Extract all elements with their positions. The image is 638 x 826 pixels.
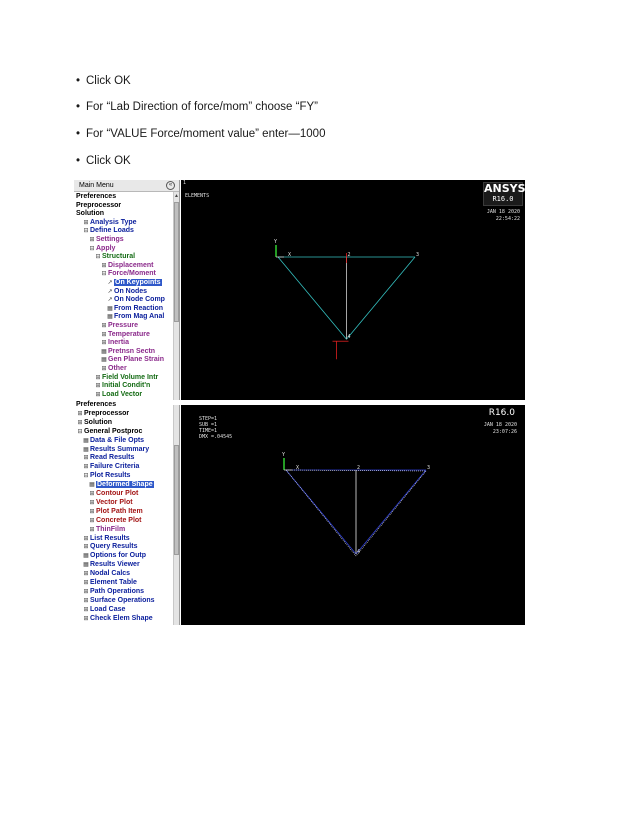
menu-item-define-loads[interactable] <box>82 227 134 236</box>
graphics-viewport[interactable] <box>181 405 525 625</box>
menu-item-failure-criteria[interactable] <box>82 463 139 472</box>
menu-tree <box>76 401 172 625</box>
tree-node-icon[interactable]: ⊞ <box>101 323 107 329</box>
menu-item-settings[interactable] <box>88 236 124 245</box>
menu-item-general-postproc[interactable] <box>76 428 142 437</box>
tree-node-icon[interactable]: ⊞ <box>89 491 95 497</box>
tree-node-icon[interactable]: ⊞ <box>89 526 95 533</box>
tree-node-icon[interactable]: ▦ <box>89 482 95 489</box>
tree-node-icon[interactable]: ⊞ <box>77 419 83 426</box>
instruction-item: • For “VALUE Force/moment value” enter—1000 <box>76 128 326 140</box>
menu-item-inertia[interactable] <box>100 339 129 348</box>
menu-item-label: Pretnsn Sectn <box>108 347 156 355</box>
menu-item-surface-operations[interactable] <box>82 597 155 606</box>
menu-item-apply[interactable] <box>88 245 115 254</box>
tree-node-icon[interactable]: ⊟ <box>77 428 83 435</box>
triad-y-label: Y <box>282 452 286 458</box>
menu-item-label: On Nodes <box>114 287 148 295</box>
tree-node-icon[interactable]: ⊞ <box>83 588 89 595</box>
menu-item-data-file-opts[interactable] <box>82 437 144 446</box>
triad-y-label: Y <box>274 239 278 245</box>
menu-item-label: Inertia <box>108 339 130 347</box>
instruction-item: • For “Lab Direction of force/mom” choose “FY” <box>76 101 318 113</box>
tree-node-icon[interactable]: ⊞ <box>95 383 101 390</box>
node-label-2: 2 <box>347 252 351 258</box>
menu-item-label: Analysis Type <box>90 218 137 226</box>
menu-item-label: Preferences <box>76 193 117 200</box>
deformed-truss-plot <box>181 405 525 625</box>
tree-node-icon[interactable]: ⊞ <box>101 262 107 269</box>
menu-item-label: ThinFilm <box>96 525 126 533</box>
logo-version: R16.0 <box>492 195 514 203</box>
deformed-member-left <box>286 470 356 556</box>
menu-item-plot-results[interactable] <box>82 472 130 481</box>
menu-item-options-for-outp[interactable] <box>82 552 146 561</box>
menu-item-concrete-plot[interactable] <box>88 517 142 526</box>
main-menu-panel <box>74 180 180 400</box>
menu-item-label: Solution <box>84 418 112 426</box>
menu-item-label: On Node Comp <box>114 296 165 304</box>
result-time: TIME=1 <box>199 428 218 434</box>
menu-item-label: Solution <box>76 210 104 218</box>
tree-node-icon[interactable]: ▦ <box>83 437 89 444</box>
menu-item-label: Apply <box>96 244 116 252</box>
scrollbar-thumb[interactable] <box>174 202 179 322</box>
menu-item-label: On Keypoints <box>115 279 161 286</box>
menu-item-label: Force/Moment <box>108 270 156 278</box>
tree-node-icon[interactable]: ▦ <box>101 348 107 355</box>
menu-item-thinfilm[interactable] <box>88 526 125 535</box>
tree-node-icon[interactable]: ⊞ <box>101 331 107 338</box>
plot-date: JAN 18 2020 <box>486 209 520 215</box>
menu-item-preferences[interactable] <box>76 193 116 202</box>
node-label-X: X <box>296 465 300 471</box>
menu-item-initial-condit-n[interactable] <box>94 382 150 391</box>
instruction-item: • Click OK <box>76 155 131 167</box>
instruction-text: Click OK <box>86 75 131 87</box>
menu-item-label: Nodal Calcs <box>90 570 131 578</box>
menu-item-label: Plot Path Item <box>96 507 143 515</box>
menu-item-field-volume-intr[interactable] <box>94 374 158 383</box>
menu-item-label: Deformed Shape <box>97 481 153 489</box>
menu-item-label: Load Vector <box>102 390 143 398</box>
tree-node-icon[interactable]: ▦ <box>83 446 89 453</box>
menu-item-on-nodes[interactable] <box>106 288 147 297</box>
menu-item-read-results[interactable] <box>82 454 134 463</box>
tree-node-icon[interactable]: ⊞ <box>83 597 89 604</box>
ansys-screenshot-loads <box>74 180 525 400</box>
node-label-4: 4 <box>347 334 351 341</box>
tree-node-icon[interactable]: ⊟ <box>83 473 89 480</box>
menu-item-pressure[interactable] <box>100 322 138 331</box>
truss-plot <box>181 180 525 400</box>
menu-item-preferences[interactable] <box>76 401 116 410</box>
tree-node-icon[interactable]: ⊟ <box>95 254 101 261</box>
tree-node-icon[interactable]: ⊟ <box>83 228 89 235</box>
menu-item-solution[interactable] <box>76 210 104 219</box>
truss-member-left <box>278 257 347 339</box>
menu-item-path-operations[interactable] <box>82 588 144 597</box>
tree-node-icon[interactable]: ⊞ <box>95 374 101 381</box>
instruction-text: For “Lab Direction of force/mom” choose “FY” <box>86 101 318 113</box>
node-label-X: X <box>288 252 292 258</box>
menu-item-check-elem-shape[interactable] <box>82 615 153 624</box>
menu-item-results-summary[interactable] <box>82 446 149 455</box>
menu-item-preprocessor[interactable] <box>76 410 129 419</box>
result-sub: SUB =1 <box>199 422 218 428</box>
menu-item-pretnsn-sectn[interactable] <box>100 348 155 357</box>
menu-item-displacement[interactable] <box>100 262 154 271</box>
menu-item-label: From Mag Anal <box>114 313 165 321</box>
tree-node-icon[interactable]: ▦ <box>83 562 89 569</box>
menu-item-contour-plot[interactable] <box>88 490 138 499</box>
menu-item-label: Field Volume Intr <box>102 373 159 381</box>
scroll-up-icon[interactable]: ▲ <box>174 193 179 199</box>
menu-item-label: Concrete Plot <box>96 516 142 524</box>
menu-item-label: Plot Results <box>90 472 131 480</box>
menu-item-label: Data & File Opts <box>90 436 145 444</box>
menu-item-other[interactable] <box>100 365 127 374</box>
menu-item-label: Other <box>108 365 127 372</box>
menu-item-structural[interactable] <box>94 253 135 262</box>
menu-item-label: Surface Operations <box>90 596 155 604</box>
menu-item-label: General Postproc <box>84 427 143 435</box>
menu-item-label: Check Elem Shape <box>90 614 153 622</box>
tree-node-icon[interactable]: ⊞ <box>83 464 89 471</box>
truss-member-right <box>356 470 426 554</box>
menu-item-from-mag-anal[interactable] <box>106 313 164 322</box>
menu-item-query-results[interactable] <box>82 543 137 552</box>
tree-node-icon[interactable]: ▦ <box>83 553 89 560</box>
menu-item-from-reaction[interactable] <box>106 305 163 314</box>
menu-item-load-case[interactable] <box>82 606 125 615</box>
tree-node-icon[interactable]: ⊞ <box>83 544 89 551</box>
menu-item-label: Query Results <box>90 543 138 551</box>
menu-item-label: From Reaction <box>114 304 164 312</box>
result-dmx: DMX =.04545 <box>199 434 233 440</box>
node-label-2: 2 <box>357 465 361 471</box>
window-number: 1 <box>183 180 187 186</box>
menu-item-label: Preferences <box>76 401 117 408</box>
menu-item-label: Path Operations <box>90 587 145 595</box>
tree-node-icon[interactable]: ⊞ <box>89 237 95 243</box>
menu-item-label: Results Summary <box>90 445 150 453</box>
ansys-version: R16.0 <box>488 408 515 418</box>
tree-node-icon[interactable]: ⊞ <box>83 606 89 613</box>
menu-item-element-table[interactable] <box>82 579 137 588</box>
ansys-screenshot-postproc <box>74 401 525 625</box>
node-label-3: 3 <box>427 465 431 471</box>
menu-item-label: Preprocessor <box>84 409 130 417</box>
menu-item-label: Read Results <box>90 454 135 462</box>
menu-item-label: Vector Plot <box>96 498 133 506</box>
deformed-member-right <box>356 471 426 556</box>
node-label-3: 3 <box>416 252 420 258</box>
tree-node-icon[interactable]: ⊞ <box>77 410 83 417</box>
menu-item-label: Gen Plane Strain <box>108 356 165 364</box>
tree-node-icon[interactable]: ⊟ <box>101 271 107 278</box>
menu-item-nodal-calcs[interactable] <box>82 570 130 579</box>
logo-name: ANSYS <box>484 182 526 195</box>
menu-item-on-keypoints[interactable] <box>106 279 162 288</box>
menu-item-label: Settings <box>96 236 124 243</box>
menu-item-label: Options for Outp <box>90 552 146 560</box>
menu-item-load-vector[interactable] <box>94 391 142 400</box>
menu-item-label: Preprocessor <box>76 201 122 209</box>
tree-node-icon[interactable]: ⊞ <box>83 219 89 226</box>
menu-item-force-moment[interactable] <box>100 270 156 279</box>
menu-item-label: Results Viewer <box>90 561 140 569</box>
instruction-text: Click OK <box>86 155 131 167</box>
menu-item-results-viewer[interactable] <box>82 561 140 570</box>
tree-node-icon[interactable]: ⊞ <box>83 535 89 542</box>
tree-node-icon[interactable]: ⊞ <box>83 615 89 622</box>
tree-node-icon[interactable]: ⊞ <box>89 517 95 524</box>
main-menu-panel <box>74 401 180 625</box>
menu-item-label: Displacement <box>108 261 154 269</box>
menu-scrollbar[interactable] <box>173 405 179 625</box>
main-menu-title: Main Menu <box>74 180 179 192</box>
scrollbar-thumb[interactable] <box>174 445 179 555</box>
tree-node-icon[interactable]: ⊞ <box>95 391 101 398</box>
plot-time: 23:07:26 <box>492 429 517 435</box>
tree-node-icon[interactable]: ▦ <box>107 314 113 321</box>
node-label-4: 4 <box>357 549 361 555</box>
tree-node-icon[interactable]: ⊞ <box>89 499 95 506</box>
tree-node-icon[interactable]: ↗ <box>107 280 113 286</box>
menu-tree <box>76 193 172 400</box>
menu-item-preprocessor[interactable] <box>76 202 121 211</box>
tree-node-icon[interactable]: ⊞ <box>101 366 107 372</box>
plot-label: ELEMENTS <box>185 193 210 199</box>
truss-member-right <box>347 257 416 339</box>
tree-node-icon[interactable]: ⊞ <box>83 455 89 462</box>
menu-item-on-node-comp[interactable] <box>106 296 165 305</box>
menu-item-label: Define Loads <box>90 227 134 235</box>
tree-node-icon[interactable]: ⊞ <box>89 508 95 515</box>
instruction-text: For “VALUE Force/moment value” enter—1000 <box>86 128 326 140</box>
tree-node-icon[interactable]: ⊟ <box>89 245 95 252</box>
collapse-icon[interactable]: « <box>166 181 175 190</box>
menu-item-vector-plot[interactable] <box>88 499 133 508</box>
menu-item-list-results[interactable] <box>82 535 130 544</box>
menu-item-analysis-type[interactable] <box>82 219 137 228</box>
tree-node-icon[interactable]: ↗ <box>107 297 113 304</box>
menu-item-deformed-shape[interactable] <box>88 481 154 490</box>
tree-node-icon[interactable]: ↗ <box>107 288 113 295</box>
menu-item-label: Contour Plot <box>96 490 139 497</box>
instruction-item: • Click OK <box>76 75 131 87</box>
result-step: STEP=1 <box>199 416 218 422</box>
menu-item-label: Load Case <box>90 605 126 613</box>
menu-item-label: Temperature <box>108 330 150 338</box>
menu-item-gen-plane-strain[interactable] <box>100 356 164 365</box>
plot-date: JAN 18 2020 <box>483 422 517 428</box>
menu-item-label: Failure Criteria <box>90 463 140 471</box>
tree-node-icon[interactable]: ▦ <box>101 357 107 364</box>
tree-node-icon[interactable]: ⊞ <box>101 340 107 347</box>
menu-item-label: Structural <box>102 253 136 261</box>
tree-node-icon[interactable]: ▦ <box>107 305 113 312</box>
tree-node-icon[interactable]: ⊞ <box>83 580 89 586</box>
graphics-viewport[interactable] <box>181 180 525 400</box>
menu-item-label: Element Table <box>90 579 137 586</box>
menu-item-solution[interactable] <box>76 419 112 428</box>
menu-scrollbar[interactable] <box>173 192 179 400</box>
plot-time: 22:54:22 <box>495 216 520 222</box>
menu-item-plot-path-item[interactable] <box>88 508 143 517</box>
menu-item-temperature[interactable] <box>100 331 150 340</box>
menu-item-label: Initial Condit'n <box>102 382 151 390</box>
menu-item-label: Pressure <box>108 322 138 329</box>
tree-node-icon[interactable]: ⊞ <box>83 571 89 578</box>
menu-item-label: List Results <box>90 534 130 542</box>
